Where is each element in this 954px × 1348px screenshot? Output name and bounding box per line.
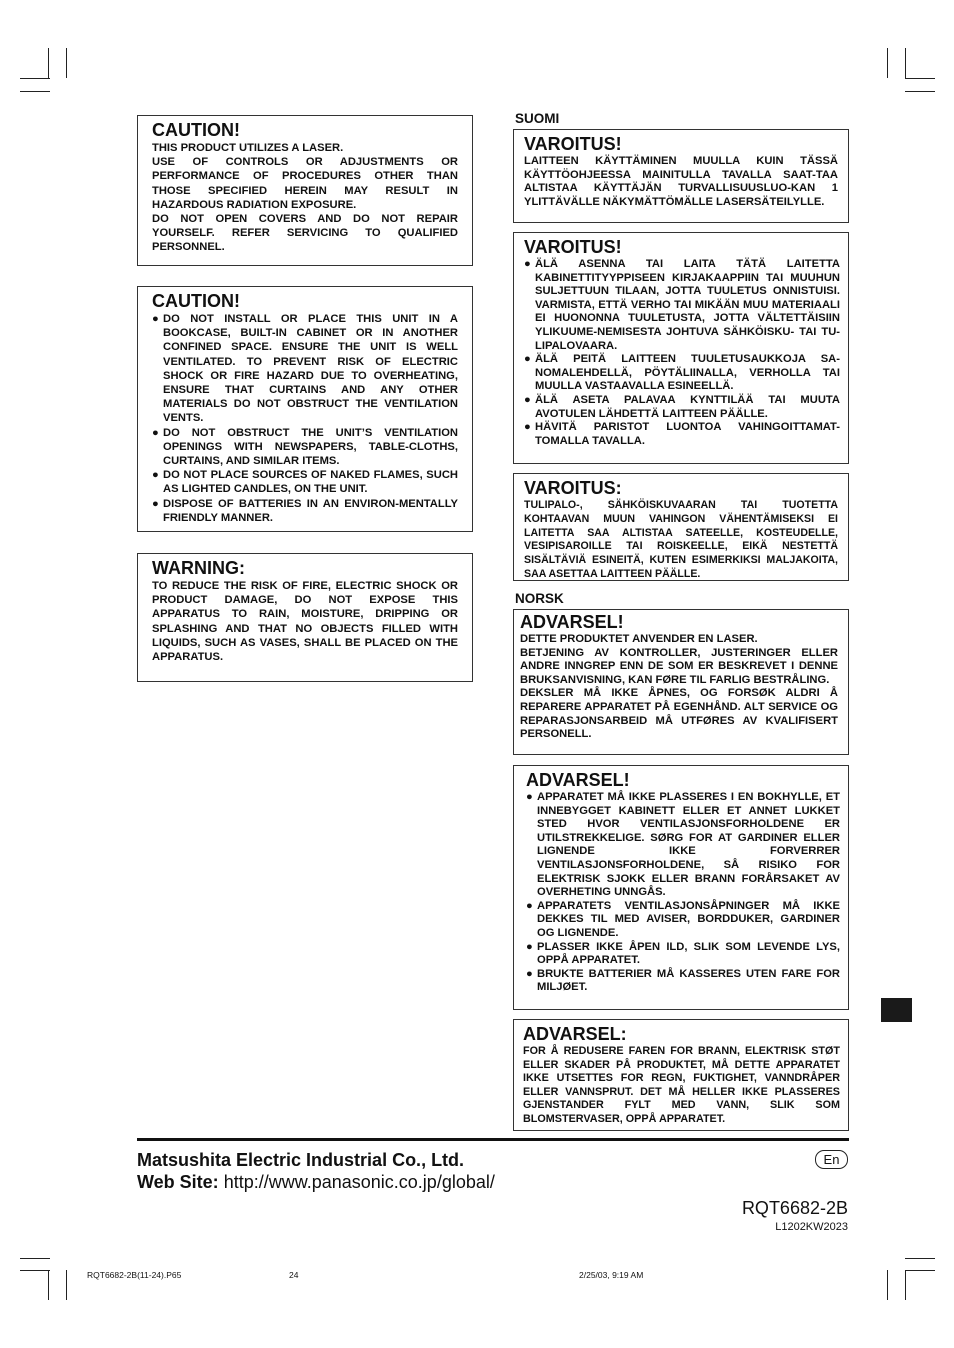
advarsel-text: FOR Å REDUSERE FAREN FOR BRANN, ELEKTRISK STØT ELLER SKADER PÅ PRODUKTET, MÅ DETTE APPARATET IKKE UTSETTES FOR REGN, FUKTIGHET, VANNDRÅPER ELLER VANNSPRUT. DET MÅ HELLER IKKE PLASSERES GJENSTANDER FYLT MED VANN, SLIK SOM BLOMSTERVASER, OPPÅ APPARATET. (523, 1045, 840, 1125)
crop-mark (905, 48, 906, 78)
advarsel-line: DETTE PRODUKTET ANVENDER EN LASER. (520, 633, 758, 645)
crop-mark (20, 1258, 50, 1259)
caution-line: USE OF CONTROLS OR ADJUSTMENTS OR PERFORMANCE OF PROCEDURES OTHER THAN THOSE SPECIFIED HEREIN MAY RESULT IN HAZARDOUS RADIATION EXPOSURE. (152, 156, 458, 211)
caution-line: DO NOT OPEN COVERS AND DO NOT REPAIR YOURSELF. REFER SERVICING TO QUALIFIED PERSONNEL. (152, 213, 458, 254)
list-item: ● HÄVITÄ PARISTOT LUONTOA VAHINGOITTAMAT-TOMALLA TAVALLA. (524, 421, 840, 447)
advarsel-line: DEKSLER MÅ IKKE ÅPNES, OG FORSØK ALDRI Å REPARERE APPARATET PÅ EGENHÅND. ALT SERVICE OG REPARASJONSARBEID MÅ UTFØRES AV KVALIFISERT PERSONELL. (520, 687, 838, 741)
printer-page-number: 24 (289, 1270, 299, 1280)
caution-box-installation (137, 286, 473, 532)
crop-mark (20, 91, 50, 92)
language-badge: En (815, 1150, 848, 1169)
bullet-icon: ● (526, 940, 533, 953)
section-label-norsk: NORSK (515, 591, 564, 606)
list-item: ● DO NOT PLACE SOURCES OF NAKED FLAMES, SUCH AS LIGHTED CANDLES, ON THE UNIT. (152, 469, 458, 496)
caution-box-laser (137, 115, 473, 266)
bullet-icon: ● (152, 426, 159, 439)
footer-rule (137, 1138, 849, 1141)
varoitus-title: VAROITUS! (524, 237, 622, 257)
warning-title: WARNING: (152, 558, 245, 578)
advarsel-text (520, 633, 838, 742)
website-label: Web Site: (137, 1172, 219, 1192)
list-item: ● ÄLÄ PEITÄ LAITTEEN TUULETUSAUKKOJA SA-NOMALEHDELLÄ, PÖYTÄLIINALLA, VERHOLLA TAI MUULLA VASTAAVALLA ESINEELLÄ. (524, 353, 840, 393)
crop-mark (48, 48, 49, 78)
advarsel-box-laser (513, 609, 849, 755)
website-url[interactable]: http://www.panasonic.co.jp/global/ (223, 1172, 495, 1192)
website-line (137, 1172, 495, 1193)
list-item: ● PLASSER IKKE ÅPEN ILD, SLIK SOM LEVENDE LYS, OPPÅ APPARATET. (526, 940, 840, 967)
caution-title: CAUTION! (152, 120, 240, 140)
list-item: ● DO NOT OBSTRUCT THE UNIT’S VENTILATION OPENINGS WITH NEWSPAPERS, TABLE-CLOTHS, CURTAINS, AND SIMILAR ITEMS. (152, 426, 458, 468)
advarsel-bullet-list (526, 791, 840, 995)
advarsel-box-moisture (513, 1019, 849, 1131)
crop-mark (905, 1258, 935, 1259)
varoitus-title: VAROITUS! (524, 134, 622, 154)
advarsel-title: ADVARSEL! (526, 770, 630, 790)
thumb-tab-marker (881, 998, 912, 1022)
crop-mark (48, 1270, 49, 1300)
advarsel-box-installation (513, 765, 849, 1010)
varoitus-text: LAITTEEN KÄYTTÄMINEN MUULLA KUIN TÄSSÄ KÄYTTÖOHJEESSA MAINITULLA TAVALLA SAAT-TAA ALTISTAA KÄYTTÄJÄN TURVALLISUUSLUO-KAN 1 YLITTÄVÄLLE NÄKYMÄTTÖMÄLLE LASERSÄTEILYLLE. (524, 155, 838, 208)
caution-text (152, 141, 458, 255)
varoitus-box-moisture (513, 473, 849, 581)
bullet-icon: ● (152, 313, 159, 325)
bullet-icon: ● (526, 791, 533, 803)
list-item: ● BRUKTE BATTERIER MÅ KASSERES UTEN FARE FOR MILJØET. (526, 967, 840, 994)
varoitus-title: VAROITUS: (524, 478, 622, 498)
caution-title: CAUTION! (152, 291, 240, 311)
bullet-icon: ● (526, 899, 533, 912)
caution-line: THIS PRODUCT UTILIZES A LASER. (152, 142, 344, 154)
crop-mark (20, 78, 50, 79)
bullet-icon: ● (524, 353, 531, 366)
list-item: ● APPARATETS VENTILASJONSÅPNINGER MÅ IKKE DEKKES TIL MED AVISER, BORDDUKER, GARDINER OG LIGNENDE. (526, 899, 840, 939)
advarsel-title: ADVARSEL! (520, 612, 624, 632)
bullet-icon: ● (524, 258, 531, 270)
crop-mark (905, 1270, 935, 1271)
varoitus-text: TULIPALO-, SÄHKÖISKUVAARAN TAI TUOTETTA KOHTAAVAN MUUN VAHINGON VÄHENTÄMISEKSI EI LAITETTA SAA ALTISTAA SATEELLE, KOSTEUDELLE, VESIPISAROILLE TAI ROISKEELLE, EIKÄ NESTETTÄ SISÄLTÄVIÄ ESINEITÄ, KUTEN ESIMERKIKSI MALJAKOITA, SAA ASETTAA LAITTEEN PÄÄLLE. (524, 499, 838, 580)
bullet-icon: ● (524, 393, 531, 406)
list-item: ● DO NOT INSTALL OR PLACE THIS UNIT IN A BOOKCASE, BUILT-IN CABINET OR IN ANOTHER CONFINED SPACE. ENSURE THE UNIT IS WELL VENTILATED. TO PREVENT RISK OF ELECTRIC SHOCK OR FIRE HAZARD DUE TO OVERHEATING, ENSURE THAT CURTAINS AND ANY OTHER MATERIALS DO NOT OBSTRUCT THE VENTILATION VENTS. (152, 313, 458, 425)
advarsel-title: ADVARSEL: (523, 1024, 627, 1044)
varoitus-box-laser (513, 129, 849, 223)
list-item: ● ÄLÄ ASETA PALAVAA KYNTTILÄÄ TAI MUUTA AVOTULEN LÄHDETTÄ LAITTEEN PÄÄLLE. (524, 393, 840, 420)
bullet-icon: ● (152, 497, 159, 510)
bullet-icon: ● (152, 469, 159, 482)
crop-mark (20, 1270, 50, 1271)
crop-mark (905, 1270, 906, 1300)
bullet-icon: ● (526, 967, 533, 980)
section-label-suomi: SUOMI (515, 111, 560, 126)
list-item: ● APPARATET MÅ IKKE PLASSERES I EN BOKHYLLE, ET INNEBYGGET KABINETT ELLER ET ANNET LUKKET STED HVOR VENTILASJONSFORHOLDENE ER UTILSTREKKELIGE. SØRG FOR AT GARDINER ELLER LIGNENDE IKKE FORVERRER VENTILASJONSFORHOLDENE, SÅ RISIKO FOR ELEKTRISK SJOKK ELLER BRANN FORÅRSAKET AV OVERHETING UNNGÅS. (526, 791, 840, 899)
printer-file-name: RQT6682-2B(11-24).P65 (87, 1270, 182, 1280)
print-code: L1202KW2023 (775, 1221, 848, 1233)
bullet-icon: ● (524, 421, 531, 434)
crop-mark (66, 48, 67, 78)
crop-mark (887, 1270, 888, 1300)
advarsel-line: BETJENING AV KONTROLLER, JUSTERINGER ELLER ANDRE INNGREP ENN DE SOM ER BESKREVET I DENNE BRUKSANVISNING, KAN FØRE TIL FARLIG BESTRÅLING. (520, 646, 838, 686)
list-item: ● DISPOSE OF BATTERIES IN AN ENVIRON-MENTALLY FRIENDLY MANNER. (152, 497, 458, 524)
model-number: RQT6682-2B (741, 1198, 848, 1218)
warning-box (137, 553, 473, 682)
crop-mark (66, 1270, 67, 1300)
caution-bullet-list (152, 312, 458, 525)
list-item: ● ÄLÄ ASENNA TAI LAITA TÄTÄ LAITETTA KABINETTITYYPPISEEN KIRJAKAAPPIIN TAI MUUHUN SULJETTUUN TILAAN, JOTTA TUULETUS ONNISTUISI. VARMISTA, ETTÄ VERHO TAI MIKÄÄN MUU MATERIAALI EI HUONONNA TUULETUSTA, JOTTA VÄLTETTÄISIIN YLIKUUME-NEMISESTA JOHTUVA SÄHKÖISKU- TAI TU-LIPALOVAARA. (524, 258, 840, 352)
varoitus-bullet-list (524, 258, 840, 448)
crop-mark (905, 91, 935, 92)
crop-mark (905, 78, 935, 79)
varoitus-box-installation (513, 232, 849, 464)
company-name: Matsushita Electric Industrial Co., Ltd. (137, 1150, 465, 1170)
crop-mark (887, 48, 888, 78)
warning-text: TO REDUCE THE RISK OF FIRE, ELECTRIC SHOCK OR PRODUCT DAMAGE, DO NOT EXPOSE THIS APPARATUS TO RAIN, MOISTURE, DRIPPING OR SPLASHING AND THAT NO OBJECTS FILLED WITH LIQUIDS, SUCH AS VASES, SHALL BE PLACED ON THE APPARATUS. (152, 580, 458, 664)
printer-datetime: 2/25/03, 9:19 AM (579, 1270, 644, 1280)
